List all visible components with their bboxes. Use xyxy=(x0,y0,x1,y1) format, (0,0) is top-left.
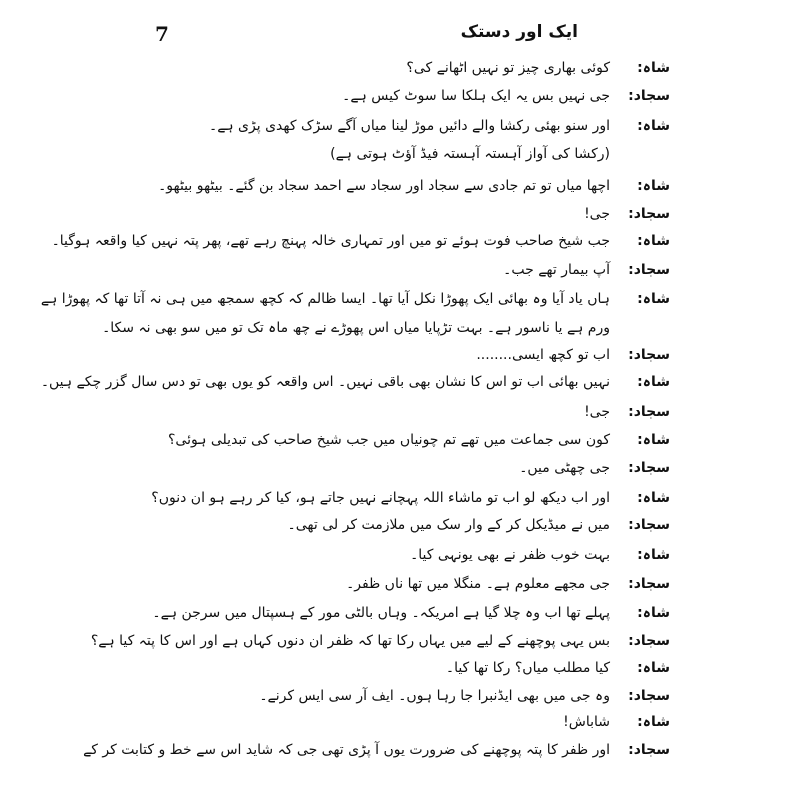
speaker-label: سجاد: xyxy=(628,347,670,363)
dialogue-line xyxy=(95,146,670,168)
dialogue-text: کون سی جماعت میں تھے تم چونیاں میں جب شیخ صاحب کی تبدیلی ہوئی؟ xyxy=(167,432,610,448)
dialogue-line xyxy=(40,291,670,313)
dialogue-line xyxy=(95,262,670,284)
speaker-label: شاہ: xyxy=(637,118,670,134)
dialogue-line xyxy=(51,233,670,255)
speaker-label: شاہ: xyxy=(637,432,670,448)
speaker-label: سجاد: xyxy=(628,576,670,592)
dialogue-text: جب شیخ صاحب فوت ہوئے تو میں اور تمہاری خالہ پہنچ رہے تھے، پھر پتہ نہیں کیا واقعہ ہوگیا۔ xyxy=(51,233,610,249)
dialogue-text: (رکشا کی آواز آہستہ آہستہ فیڈ آؤٹ ہوتی ہے) xyxy=(330,146,610,162)
dialogue-text: کیا مطلب میاں؟ رکا تھا کیا۔ xyxy=(445,660,610,676)
speaker-label: شاہ: xyxy=(637,714,670,730)
speaker-label: سجاد: xyxy=(628,688,670,704)
dialogue-line xyxy=(83,742,670,764)
dialogue-line xyxy=(95,714,670,736)
dialogue-text: میں نے میڈیکل کر کے وار سک میں ملازمت کر لی تھی۔ xyxy=(287,517,610,533)
dialogue-line xyxy=(95,460,670,482)
dialogue-text: اچھا میاں تو تم جادی سے سجاد اور سجاد سے احمد سجاد بن گئے۔ بیٹھو بیٹھو۔ xyxy=(158,178,610,194)
speaker-label: شاہ: xyxy=(637,605,670,621)
speaker-label: شاہ: xyxy=(637,490,670,506)
speaker-label: شاہ: xyxy=(637,374,670,390)
page-number: 7 xyxy=(155,22,169,46)
dialogue-line xyxy=(95,60,670,82)
speaker-label: سجاد: xyxy=(628,404,670,420)
dialogue-line xyxy=(95,118,670,140)
dialogue-text: جی نہیں بس یہ ایک ہلکا سا سوٹ کیس ہے۔ xyxy=(342,88,610,104)
dialogue-line xyxy=(40,374,670,396)
dialogue-line xyxy=(95,660,670,682)
speaker-label: شاہ: xyxy=(637,660,670,676)
dialogue-line xyxy=(95,547,670,569)
dialogue-text: اور سنو بھئی رکشا والے دائیں موڑ لینا میاں آگے سڑک کھدی پڑی ہے۔ xyxy=(209,118,610,134)
dialogue-text: ورم ہے یا ناسور ہے۔ بہت تڑپایا میاں اس پھوڑے نے چھ ماہ تک تو میں سو بھی نہ سکا۔ xyxy=(102,320,610,336)
dialogue-line xyxy=(95,347,670,369)
speaker-label: سجاد: xyxy=(628,517,670,533)
dialogue-line xyxy=(90,633,670,655)
dialogue-line xyxy=(95,88,670,110)
dialogue-text: اور ظفر کا پتہ پوچھنے کی ضرورت یوں آ پڑی تھی جی کہ شاید اس سے خط و کتابت کر کے xyxy=(83,742,610,758)
speaker-label: سجاد: xyxy=(628,206,670,222)
dialogue-text: جی مجھے معلوم ہے۔ منگلا میں تھا ناں ظفر۔ xyxy=(346,576,610,592)
dialogue-line xyxy=(95,206,670,228)
speaker-label: شاہ: xyxy=(637,291,670,307)
dialogue-text: آپ بیمار تھے جب۔ xyxy=(503,262,610,278)
dialogue-line xyxy=(95,605,670,627)
dialogue-text: پہلے تھا اب وہ چلا گیا ہے امریکہ۔ وہاں بالٹی مور کے ہسپتال میں سرجن ہے۔ xyxy=(152,605,610,621)
dialogue-text: اب تو کچھ ایسی........ xyxy=(476,347,610,363)
speaker-label: شاہ: xyxy=(637,60,670,76)
dialogue-line xyxy=(95,404,670,426)
dialogue-line xyxy=(95,178,670,200)
speaker-label: سجاد: xyxy=(628,460,670,476)
dialogue-text: اور اب دیکھ لو اب تو ماشاء اللہ پہچانے نہیں جاتے ہو، کیا کر رہے ہو ان دنوں؟ xyxy=(151,490,610,506)
speaker-label: سجاد: xyxy=(628,742,670,758)
dialogue-line xyxy=(95,688,670,710)
dialogue-line xyxy=(95,490,670,512)
speaker-label: شاہ: xyxy=(637,547,670,563)
dialogue-line xyxy=(95,517,670,539)
dialogue-text: جی! xyxy=(584,206,610,222)
speaker-label: سجاد: xyxy=(628,88,670,104)
speaker-label: سجاد: xyxy=(628,633,670,649)
dialogue-text: بس یہی پوچھنے کے لیے میں یہاں رکا تھا کہ ظفر ان دنوں کہاں ہے اور اس کا پتہ کیا ہے؟ xyxy=(90,633,610,649)
speaker-label: شاہ: xyxy=(637,178,670,194)
dialogue-line xyxy=(95,320,670,342)
dialogue-text: ہاں یاد آیا وہ بھائی ایک پھوڑا نکل آیا تھا۔ ایسا ظالم کہ کچھ سمجھ میں ہی نہ آتا تھا کہ پھوڑا ہے xyxy=(40,291,610,307)
dialogue-text: جی! xyxy=(584,404,610,420)
dialogue-line xyxy=(95,576,670,598)
dialogue-text: شاباش! xyxy=(563,714,610,730)
speaker-label: سجاد: xyxy=(628,262,670,278)
dialogue-text: نہیں بھائی اب تو اس کا نشان بھی باقی نہیں۔ اس واقعہ کو یوں بھی تو دس سال گزر چکے ہیں۔ xyxy=(40,374,610,390)
dialogue-text: جی چھٹی میں۔ xyxy=(519,460,610,476)
running-title: ایک اور دستک xyxy=(460,22,578,42)
dialogue-text: کوئی بھاری چیز تو نہیں اٹھانے کی؟ xyxy=(406,60,610,76)
dialogue-text: وہ جی میں بھی ایڈنبرا جا رہا ہوں۔ ایف آر سی ایس کرنے۔ xyxy=(259,688,610,704)
speaker-label: شاہ: xyxy=(637,233,670,249)
dialogue-line xyxy=(95,432,670,454)
dialogue-text: بہت خوب ظفر نے بھی یونہی کیا۔ xyxy=(410,547,610,563)
